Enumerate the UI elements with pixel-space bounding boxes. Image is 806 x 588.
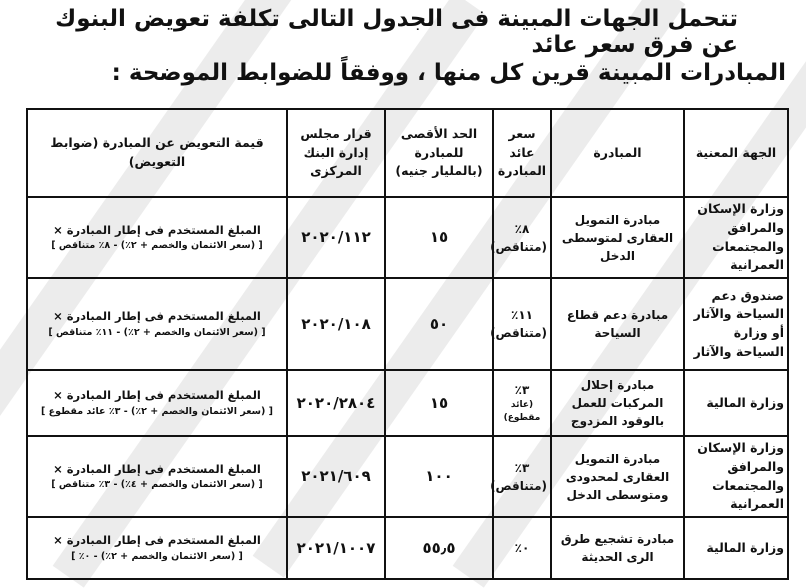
intro-line-1: تتحمل الجهات المبينة فى الجدول التالى تكلفة تعويض البنوك عن فرق سعر عائد (55, 6, 738, 58)
cell-initiative: مبادرة تشجيع طرق الرى الحديثة (551, 517, 684, 579)
cell-rate (490, 436, 551, 517)
header-max: الحد الأقصى للمبادرة (بالمليار جنيه) (385, 109, 493, 197)
cell-party: وزارة الإسكان والمرافق والمجتمعات العمرانية (684, 197, 788, 278)
compensation-table (26, 108, 789, 580)
rate-type: (متناقص) (490, 478, 547, 493)
header-party: الجهة المعنية (684, 109, 788, 197)
cell-party: وزارة المالية (684, 517, 788, 579)
cell-max: ٥٥٫٥ (385, 517, 493, 579)
compensation-line-1: المبلغ المستخدم فى إطار المبادرة × (53, 309, 261, 324)
compensation-line-1: المبلغ المستخدم فى إطار المبادرة × (53, 222, 261, 237)
table-header-row (27, 109, 788, 197)
compensation-line-2: [ (سعر الائتمان والخصم + ٢٪) - ٣٪ عائد مقطوع ] (41, 405, 273, 417)
cell-max: ١٥ (385, 370, 493, 436)
compensation-line-2: [ (سعر الائتمان والخصم + ٢٪) - ١١٪ متناقص ] (48, 326, 266, 338)
header-decision: قرار مجلس إدارة البنك المركزى (287, 109, 385, 197)
cell-initiative: مبادرة دعم قطاع السياحة (551, 278, 684, 370)
rate-value: ١١٪ (511, 308, 533, 322)
rate-type: (متناقص) (490, 239, 547, 254)
cell-rate (490, 278, 551, 370)
cell-compensation (27, 436, 287, 517)
header-rate: سعر عائد المبادرة (493, 109, 551, 197)
cell-compensation (27, 197, 287, 278)
table-row (27, 436, 788, 517)
cell-compensation (27, 370, 287, 436)
table-row (27, 197, 788, 278)
rate-value: ٣٪ (514, 382, 530, 397)
compensation-line-1: المبلغ المستخدم فى إطار المبادرة × (53, 533, 261, 548)
rate-value: ٣٪ (514, 460, 530, 475)
intro-line-2: المبادرات المبينة قرين كل منها ، ووفقاً للضوابط الموضحة : (111, 60, 786, 86)
cell-max: ٥٠ (385, 278, 493, 370)
cell-party: وزارة المالية (684, 370, 788, 436)
compensation-line-1: المبلغ المستخدم فى إطار المبادرة × (53, 388, 261, 403)
rate-value: ٨٪ (514, 221, 530, 236)
compensation-line-2: [ (سعر الائتمان والخصم + ٢٪) - ٨٪ متناقص ] (51, 240, 263, 251)
cell-party: صندوق دعم السياحة والآثار أو وزارة السياحة والآثار (684, 278, 788, 370)
cell-initiative: مبادرة إحلال المركبات للعمل بالوقود المزدوج (551, 370, 684, 436)
cell-party: وزارة الإسكان والمرافق والمجتمعات العمرانية (684, 436, 788, 517)
cell-decision: ٢٠٢١/٦٠٩ (287, 436, 385, 517)
cell-compensation (27, 278, 287, 370)
header-compensation: قيمة التعويض عن المبادرة (ضوابط التعويض) (27, 109, 287, 197)
compensation-line-2: [ (سعر الائتمان والخصم + ٤٪) - ٣٪ متناقص ] (51, 479, 263, 490)
cell-rate (493, 370, 551, 436)
cell-decision: ٢٠٢٠/١٠٨ (287, 278, 385, 370)
table-row (27, 517, 788, 579)
cell-max: ١٥ (385, 197, 493, 278)
cell-decision: ٢٠٢٠/٢٨٠٤ (287, 370, 385, 436)
rate-value: ٠٪ (514, 541, 530, 555)
cell-rate (493, 517, 551, 579)
cell-max: ١٠٠ (385, 436, 493, 517)
cell-decision: ٢٠٢٠/١١٢ (287, 197, 385, 278)
cell-compensation (27, 517, 287, 579)
compensation-line-2: [ (سعر الائتمان والخصم + ٢٪) - ٠٪ ] (71, 550, 243, 562)
rate-type: (متناقص) (490, 326, 547, 340)
table-row (27, 370, 788, 436)
cell-decision: ٢٠٢١/١٠٠٧ (287, 517, 385, 579)
cell-rate (490, 197, 551, 278)
rate-type: (عائد مقطوع) (503, 399, 541, 423)
cell-initiative: مبادرة التمويل العقارى لمحدودى ومتوسطى الدخل (551, 436, 684, 517)
table-row (27, 278, 788, 370)
cell-initiative: مبادرة التمويل العقارى لمتوسطى الدخل (551, 197, 684, 278)
header-initiative: المبادرة (551, 109, 684, 197)
compensation-line-1: المبلغ المستخدم فى إطار المبادرة × (53, 461, 261, 476)
